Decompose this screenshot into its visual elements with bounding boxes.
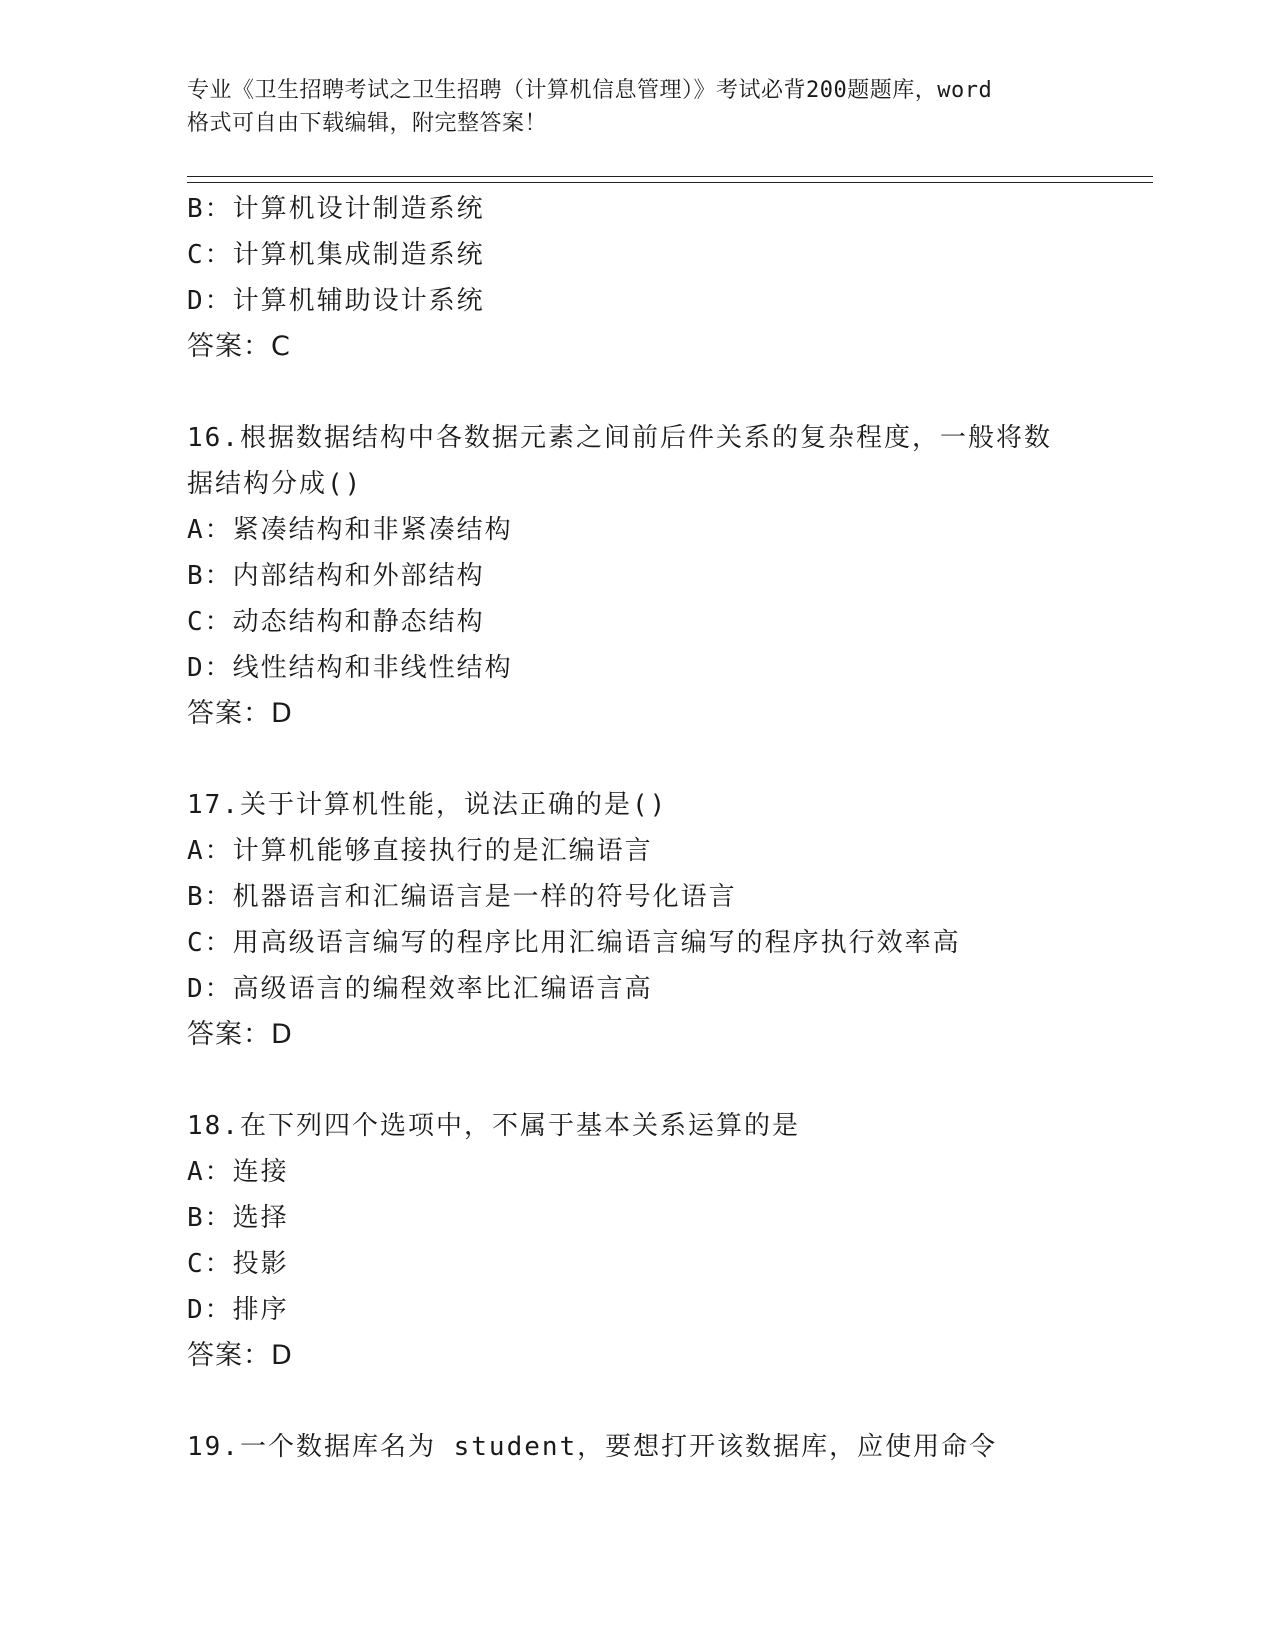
document-header xyxy=(187,74,1087,140)
option-a: A：连接 xyxy=(187,1157,289,1187)
spacer xyxy=(187,737,1147,782)
question-stem-continued: 据结构分成() xyxy=(187,469,363,499)
answer: 答案：D xyxy=(187,698,293,729)
spacer xyxy=(187,1058,1147,1103)
option-d: D：高级语言的编程效率比汇编语言高 xyxy=(187,974,653,1004)
option-a: A：计算机能够直接执行的是汇编语言 xyxy=(187,836,653,866)
header-title-line1: 专业《卫生招聘考试之卫生招聘（计算机信息管理）》考试必背200题题库，word xyxy=(187,78,993,103)
option-b: B：计算机设计制造系统 xyxy=(187,194,485,224)
option-c: C：动态结构和静态结构 xyxy=(187,607,485,637)
question-stem: 17.关于计算机性能，说法正确的是() xyxy=(187,790,668,820)
question-stem: 16.根据数据结构中各数据元素之间前后件关系的复杂程度，一般将数 xyxy=(187,423,1052,453)
option-b: B：机器语言和汇编语言是一样的符号化语言 xyxy=(187,882,737,912)
question-list xyxy=(187,186,1147,1470)
header-divider-top xyxy=(187,176,1153,177)
header-divider-bottom xyxy=(187,182,1153,183)
question-stem: 18.在下列四个选项中，不属于基本关系运算的是 xyxy=(187,1111,800,1141)
option-b: B：选择 xyxy=(187,1203,289,1233)
spacer xyxy=(187,1379,1147,1424)
option-a: A：紧凑结构和非紧凑结构 xyxy=(187,515,513,545)
option-d: D：线性结构和非线性结构 xyxy=(187,653,513,683)
option-c: C：用高级语言编写的程序比用汇编语言编写的程序执行效率高 xyxy=(187,928,961,958)
question-19 xyxy=(187,1424,1147,1470)
answer: 答案：D xyxy=(187,1340,293,1371)
header-title-line2: 格式可自由下载编辑，附完整答案！ xyxy=(187,111,548,136)
question-17 xyxy=(187,782,1147,1058)
spacer xyxy=(187,370,1147,415)
answer: 答案：D xyxy=(187,1019,293,1050)
option-b: B：内部结构和外部结构 xyxy=(187,561,485,591)
option-c: C：投影 xyxy=(187,1249,289,1279)
question-15 xyxy=(187,186,1147,370)
option-c: C：计算机集成制造系统 xyxy=(187,240,485,270)
question-18 xyxy=(187,1103,1147,1379)
question-16 xyxy=(187,415,1147,737)
option-d: D：排序 xyxy=(187,1295,289,1325)
answer: 答案：C xyxy=(187,331,291,362)
option-d: D：计算机辅助设计系统 xyxy=(187,286,485,316)
question-stem: 19.一个数据库名为 student，要想打开该数据库，应使用命令 xyxy=(187,1432,998,1462)
